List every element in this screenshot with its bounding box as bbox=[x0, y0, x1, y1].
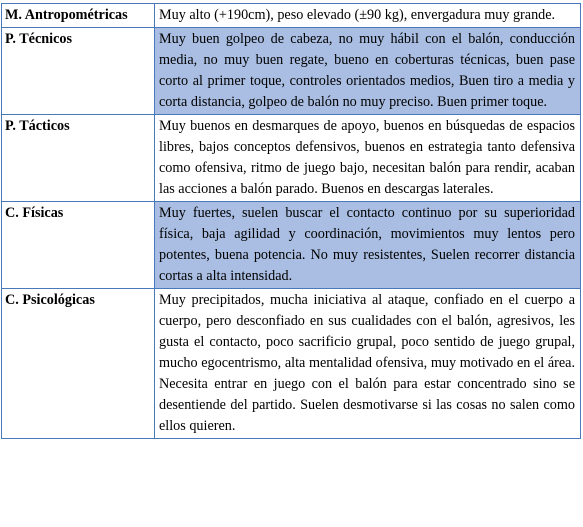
table-row-psicologicas bbox=[2, 289, 581, 439]
row-category: C. Psicológicas bbox=[2, 289, 155, 439]
row-category: P. Técnicos bbox=[2, 28, 155, 115]
player-profile-table bbox=[1, 3, 581, 439]
row-description: Muy buen golpeo de cabeza, no muy hábil con el balón, conducción media, no muy buen regate, bueno en coberturas técnicas, buen pase corto al primer toque, controles orientados medios, Buen tiro a media y corta distancia, golpeo de balón no muy preciso. Buen primer toque. bbox=[155, 28, 581, 115]
row-description: Muy alto (+190cm), peso elevado (±90 kg), envergadura muy grande. bbox=[155, 4, 581, 28]
row-category: C. Físicas bbox=[2, 202, 155, 289]
row-category: P. Tácticos bbox=[2, 115, 155, 202]
row-category: M. Antropométricas bbox=[2, 4, 155, 28]
table-row-fisicas bbox=[2, 202, 581, 289]
row-description: Muy buenos en desmarques de apoyo, buenos en búsquedas de espacios libres, bajos conceptos defensivos, buenos en estrategia tanto defensiva como ofensiva, ritmo de juego bajo, necesitan balón para rendir, acaban las acciones a balón parado. Buenos en descargas laterales. bbox=[155, 115, 581, 202]
table-row-antropometricas bbox=[2, 4, 581, 28]
row-description: Muy fuertes, suelen buscar el contacto continuo por su superioridad física, baja agilidad y coordinación, movimientos muy lentos pero potentes, buena potencia. No muy resistentes, Suelen recorrer distancia cortas a alta intensidad. bbox=[155, 202, 581, 289]
row-description: Muy precipitados, mucha iniciativa al ataque, confiado en el cuerpo a cuerpo, pero desconfiado en sus cualidades con el balón, agresivos, les gusta el contacto, poco sacrificio grupal, poco sentido de juego grupal, mucho egocentrismo, alta mentalidad ofensiva, muy motivado en el área. Necesita entrar en juego con el balón para estar concentrado sino se desentiende del partido. Suelen desmotivarse si las cosas no salen como ellos quieren. bbox=[155, 289, 581, 439]
table-row-tacticos bbox=[2, 115, 581, 202]
table-row-tecnicos bbox=[2, 28, 581, 115]
